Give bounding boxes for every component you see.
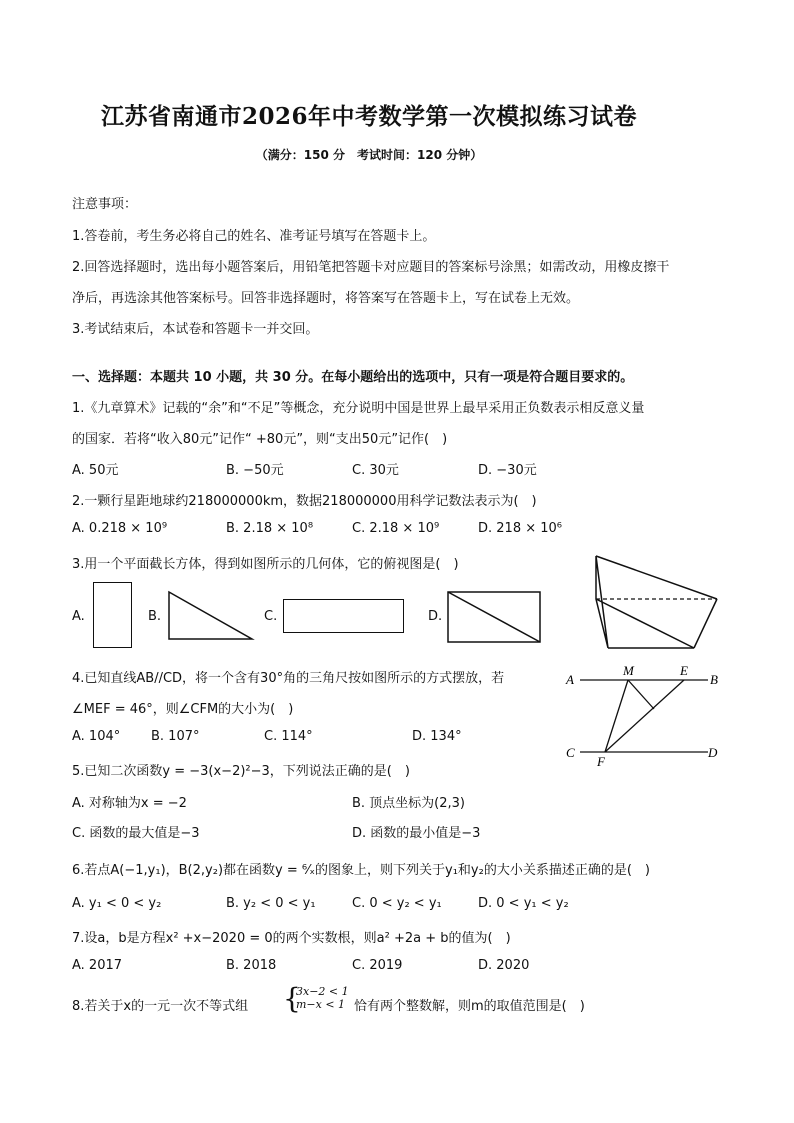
exam-subtitle: （满分：150 分 考试时间：120 分钟）	[255, 148, 483, 162]
question-8-prefix: 8.若关于x的一元一次不等式组	[72, 999, 249, 1014]
notice-heading: 注意事项：	[72, 197, 138, 212]
question-7-option-b: B. 2018	[226, 958, 277, 973]
question-4-parallel-lines-figure	[560, 660, 730, 770]
label-f: F	[597, 754, 605, 769]
question-3-figure-d-rectangle-diagonal	[446, 590, 542, 644]
question-8-brace: {	[283, 982, 301, 1015]
question-6-option-d: D. 0 < y₁ < y₂	[478, 896, 569, 911]
question-3-solid-figure	[590, 553, 720, 651]
question-3-figure-c-rectangle	[283, 599, 404, 633]
question-6-option-b: B. y₂ < 0 < y₁	[226, 896, 316, 911]
question-3-figure-a-rectangle	[93, 582, 132, 648]
question-8-suffix: 恰有两个整数解，则m的取值范围是( )	[354, 999, 585, 1014]
exam-title: 江苏省南通市2026年中考数学第一次模拟练习试卷	[100, 103, 637, 130]
question-2-line-1: 2.一颗行星距地球约218000000km，数据218000000用科学记数法表示为( )	[72, 494, 537, 509]
question-4-option-a: A. 104°	[72, 729, 121, 744]
section-heading: 一、选择题：本题共 10 小题，共 30 分。在每小题给出的选项中，只有一项是符合题目要求的。	[72, 370, 634, 385]
question-4-line-2: ∠MEF = 46°，则∠CFM的大小为( )	[72, 702, 294, 717]
question-7-option-d: D. 2020	[478, 958, 530, 973]
label-m: M	[623, 663, 634, 678]
question-4-line-1: 4.已知直线AB//CD，将一个含有30°角的三角尺按如图所示的方式摆放，若	[72, 671, 505, 686]
question-8-inequality-1: 3x−2 < 1	[296, 985, 349, 998]
question-1-option-a: A. 50元	[72, 463, 119, 478]
question-4-option-b: B. 107°	[151, 729, 200, 744]
question-2-option-c: C. 2.18 × 10⁹	[352, 521, 440, 536]
question-5-line-1: 5.已知二次函数y = −3(x−2)²−3，下列说法正确的是( )	[72, 764, 410, 779]
question-5-option-c: C. 函数的最大值是−3	[72, 826, 200, 841]
notice-item-2-cont: 净后，再选涂其他答案标号。回答非选择题时，将答案写在答题卡上，写在试卷上无效。	[72, 291, 580, 306]
question-1-line-2: 的国家．若将“收入80元”记作“ +80元”，则“支出50元”记作( )	[72, 432, 448, 447]
question-2-option-d: D. 218 × 10⁶	[478, 521, 562, 536]
question-4-option-d: D. 134°	[412, 729, 462, 744]
question-3-label-a: A.	[72, 609, 85, 624]
question-3-label-d: D.	[428, 609, 443, 624]
label-b: B	[710, 672, 718, 687]
question-3-label-b: B.	[148, 609, 162, 624]
question-5-option-a: A. 对称轴为x = −2	[72, 796, 187, 811]
question-4-option-c: C. 114°	[264, 729, 313, 744]
label-e: E	[680, 663, 688, 678]
notice-item-1: 1.答卷前，考生务必将自己的姓名、准考证号填写在答题卡上。	[72, 229, 436, 244]
question-6-option-a: A. y₁ < 0 < y₂	[72, 896, 162, 911]
question-6-line-1: 6.若点A(−1,y₁)，B(2,y₂)都在函数y = ⁶⁄ₓ的图象上，则下列关于y₁和y₂的大小关系描述正确的是( )	[72, 863, 650, 878]
notice-item-2: 2.回答选择题时，选出每小题答案后，用铅笔把答题卡对应题目的答案标号涂黑；如需改动，用橡皮擦干	[72, 260, 670, 275]
question-7-option-a: A. 2017	[72, 958, 123, 973]
question-7-line-1: 7.设a，b是方程x² +x−2020 = 0的两个实数根，则a² +2a + b的值为( )	[72, 931, 511, 946]
label-d: D	[708, 745, 718, 760]
label-c: C	[566, 745, 575, 760]
question-8-inequality-2: m−x < 1	[296, 998, 346, 1011]
question-8-inequality-system	[296, 985, 349, 1011]
question-1-line-1: 1.《九章算术》记载的“余”和“不足”等概念，充分说明中国是世界上最早采用正负数表示相反意义量	[72, 401, 645, 416]
question-2-option-b: B. 2.18 × 10⁸	[226, 521, 314, 536]
notice-item-3: 3.考试结束后，本试卷和答题卡一并交回。	[72, 322, 319, 337]
question-3-figure-b-triangle	[166, 590, 256, 642]
label-a: A	[566, 672, 574, 687]
question-6-option-c: C. 0 < y₂ < y₁	[352, 896, 442, 911]
question-1-option-d: D. −30元	[478, 463, 537, 478]
question-2-option-a: A. 0.218 × 10⁹	[72, 521, 168, 536]
question-1-option-c: C. 30元	[352, 463, 399, 478]
question-5-option-d: D. 函数的最小值是−3	[352, 826, 481, 841]
question-3-line-1: 3.用一个平面截长方体，得到如图所示的几何体，它的俯视图是( )	[72, 557, 459, 572]
question-5-option-b: B. 顶点坐标为(2,3)	[352, 796, 466, 811]
question-7-option-c: C. 2019	[352, 958, 403, 973]
question-1-option-b: B. −50元	[226, 463, 284, 478]
question-3-label-c: C.	[264, 609, 278, 624]
